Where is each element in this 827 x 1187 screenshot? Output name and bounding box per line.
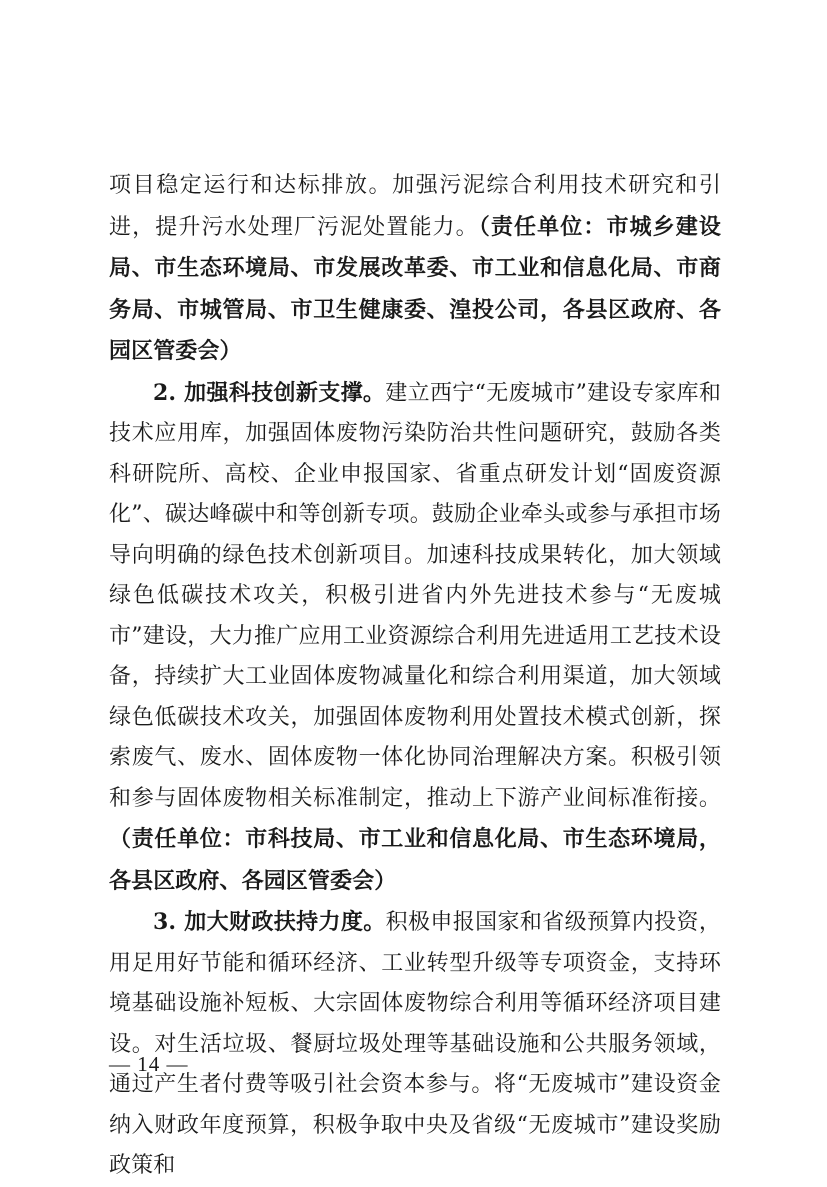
paragraph-tech-innovation: [109, 373, 721, 903]
paragraph-fiscal-support: [109, 902, 721, 1187]
paragraph-body: 积极申报国家和省级预算内投资，用足用好节能和循环经济、工业转型升级等专项资金，支持环境基础设施补短板、大宗固体废物综合利用等循环经济项目建设。对生活垃圾、餐厨垃圾处理等基础设施和公共服务领域，通过产生者付费等吸引社会资本参与。将“无废城市”建设资金纳入财政年度预算，积极争取中央及省级“无废城市”建设奖励政策和: [109, 910, 721, 1178]
section-heading: 2. 加强科技创新支撑。: [153, 379, 386, 406]
page-number: — 14 —: [109, 1052, 189, 1076]
paragraph-body: 项目稳定运行和达标排放。加强污泥综合利用技术研究和引进，提升污水处理厂污泥处置能力。: [109, 173, 721, 240]
paragraph-body: 建立西宁“无废城市”建设专家库和技术应用库，加强固体废物污染防治共性问题研究，鼓励各类科研院所、高校、企业申报国家、省重点研发计划“固废资源化”、碳达峰碳中和等创新专项。鼓励企业牵头或参与承担市场导向明确的绿色技术创新项目。加速科技成果转化，加大领域绿色低碳技术攻关，积极引进省内外先进技术参与“无废城市”建设，大力推广应用工业资源综合利用先进适用工艺技术设备，持续扩大工业固体废物减量化和综合利用渠道，加大领域绿色低碳技术攻关，加强固体废物利用处置技术模式创新，探索废气、废水、固体废物一体化协同治理解决方案。积极引领和参与固体废物相关标准制定，推动上下游产业间标准衔接。: [109, 380, 721, 811]
section-heading: 3. 加大财政扶持力度。: [153, 909, 386, 935]
responsibility-units: （责任单位：市城乡建设局、市生态环境局、市发展改革委、市工业和信息化局、市商务局、市城管局、市卫生健康委、湟投公司，各县区政府、各园区管委会）: [109, 213, 721, 364]
document-body: [109, 166, 721, 1187]
responsibility-units: （责任单位：市科技局、市工业和信息化局、市生态环境局，各县区政府、各园区管委会）: [109, 826, 721, 894]
paragraph-continuation: [109, 166, 721, 373]
